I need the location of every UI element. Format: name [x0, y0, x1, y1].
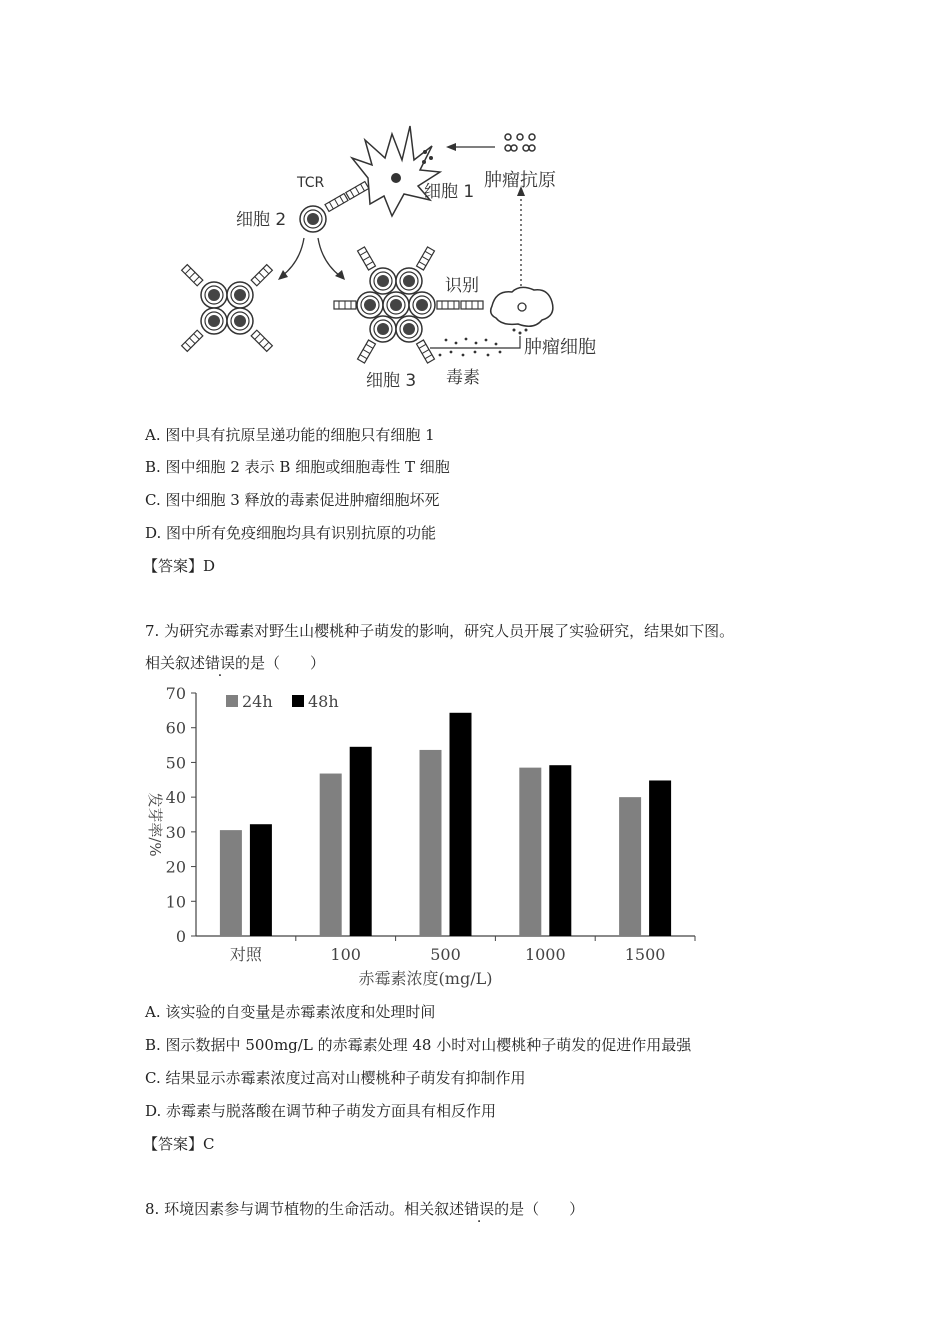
- label-recognition: 识别: [445, 276, 479, 296]
- y-tick-label: 70: [165, 684, 186, 703]
- y-tick-label: 0: [175, 927, 186, 946]
- x-tick-label: 对照: [229, 945, 262, 964]
- q6-option-b: B. 图中细胞 2 表示 B 细胞或细胞毒性 T 细胞: [145, 458, 450, 476]
- dendritic-cell-icon: [352, 126, 440, 216]
- y-axis-label: 发芽率/%: [146, 792, 164, 857]
- memory-cell-cluster-icon: [182, 265, 273, 352]
- immune-diagram: [0, 0, 950, 400]
- branch-arrow-right: [318, 238, 340, 276]
- q7-answer: 【答案】C: [143, 1135, 215, 1153]
- legend-label-48h: 48h: [308, 692, 339, 711]
- branch-arrow-left: [282, 238, 304, 276]
- bar-24h-100: [320, 774, 342, 936]
- x-tick-label: 1000: [524, 945, 566, 964]
- bar-48h-对照: [250, 824, 272, 936]
- label-tumor-antigen: 肿瘤抗原: [484, 170, 556, 191]
- q7-option-d: D. 赤霉素与脱落酸在调节种子萌发方面具有相反作用: [145, 1102, 497, 1120]
- label-cell2: 细胞 2: [236, 210, 287, 230]
- q7-option-a: A. 该实验的自变量是赤霉素浓度和处理时间: [145, 1003, 436, 1021]
- antigen-dots-icon: [505, 134, 535, 151]
- label-cell1: 细胞 1: [424, 182, 475, 202]
- bar-24h-对照: [220, 830, 242, 936]
- bar-24h-500: [420, 750, 442, 936]
- y-tick-label: 10: [165, 892, 186, 912]
- x-tick-label: 500: [430, 945, 461, 964]
- q8-stem-emphasis: 错误: [464, 1200, 495, 1218]
- q8-stem: [145, 1199, 584, 1219]
- q6-answer: 【答案】D: [143, 557, 216, 575]
- q6-option-c: C. 图中细胞 3 释放的毒素促进肿瘤细胞坏死: [145, 491, 440, 509]
- germination-bar-chart: [130, 680, 710, 990]
- y-tick-label: 30: [165, 822, 186, 842]
- y-tick-label: 20: [165, 857, 186, 877]
- x-tick-label: 100: [330, 945, 361, 964]
- y-tick-label: 40: [165, 788, 186, 808]
- toxin-bracket: [430, 336, 520, 348]
- legend-label-24h: 24h: [242, 692, 273, 711]
- arrow-head-icon: [446, 143, 456, 151]
- legend-swatch-24h: [226, 695, 238, 707]
- q7-stem-pre: 相关叙述: [145, 654, 206, 672]
- t-cell-icon: [300, 206, 326, 232]
- x-axis-label: 赤霉素浓度(mg/L): [358, 969, 493, 988]
- bar-48h-500: [450, 713, 472, 936]
- y-tick-label: 50: [165, 753, 186, 773]
- tumor-cell-icon: [491, 287, 553, 334]
- legend-swatch-48h: [292, 695, 304, 707]
- tcr-receptor-icon: [325, 182, 369, 212]
- q6-option-a: A. 图中具有抗原呈递功能的细胞只有细胞 1: [145, 426, 435, 444]
- q8-stem-pre: 8. 环境因素参与调节植物的生命活动。相关叙述: [145, 1200, 465, 1218]
- bar-48h-1500: [649, 780, 671, 936]
- q7-stem-emphasis: 错误: [205, 654, 236, 672]
- toxin-dots-icon: [439, 338, 502, 357]
- q7-option-c: C. 结果显示赤霉素浓度过高对山樱桃种子萌发有抑制作用: [145, 1069, 526, 1087]
- label-toxin: 毒素: [446, 368, 480, 388]
- label-tumor-cell: 肿瘤细胞: [524, 337, 596, 358]
- q7-stem-line1: 7. 为研究赤霉素对野生山樱桃种子萌发的影响，研究人员开展了实验研究，结果如下图。: [145, 622, 735, 640]
- label-tcr: TCR: [297, 175, 325, 191]
- q7-stem-line2: [145, 653, 325, 673]
- q6-option-d: D. 图中所有免疫细胞均具有识别抗原的功能: [145, 524, 437, 542]
- arrow-head-icon: [335, 270, 345, 280]
- bar-48h-100: [350, 747, 372, 936]
- bar-24h-1500: [619, 797, 641, 936]
- x-tick-label: 1500: [624, 945, 666, 964]
- effector-cell-cluster-icon: [334, 247, 483, 363]
- q7-option-b: B. 图示数据中 500mg/L 的赤霉素处理 48 小时对山樱桃种子萌发的促进作用最强: [145, 1036, 692, 1054]
- q8-stem-post: 的是（ ）: [494, 1200, 585, 1218]
- q7-stem-post: 的是（ ）: [235, 654, 326, 672]
- label-cell3: 细胞 3: [366, 371, 417, 391]
- y-tick-label: 60: [165, 718, 186, 738]
- bar-48h-1000: [549, 765, 571, 936]
- bar-24h-1000: [519, 768, 541, 936]
